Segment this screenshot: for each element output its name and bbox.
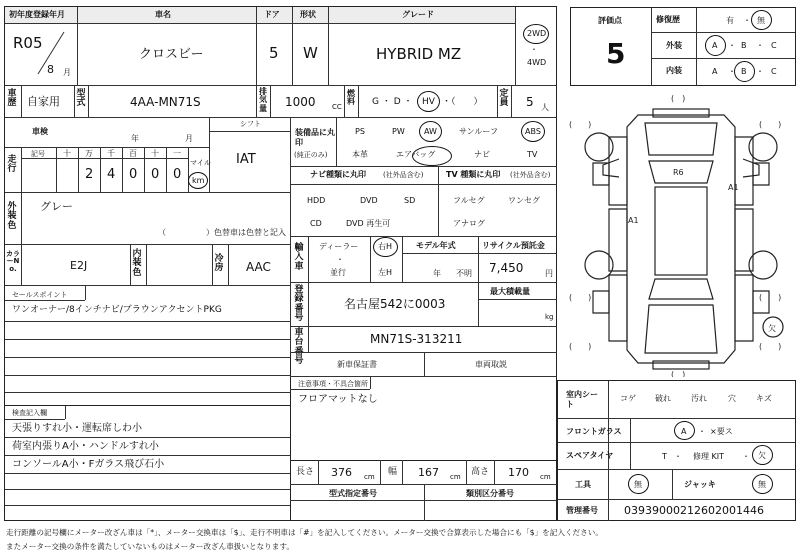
odo-digit-2: 4 — [107, 167, 116, 182]
fuel-other: ・（ ） — [442, 97, 483, 107]
interior-dot-2: ・ — [756, 67, 764, 76]
navi-dvd: DVD — [360, 196, 378, 205]
interior-label: 内装 — [666, 66, 682, 75]
odo-unit-2: 千 — [107, 149, 115, 158]
odo-unit-5: 一 — [173, 149, 181, 158]
svg-text:( ): ( ) — [759, 293, 782, 302]
mark-a1-right: A1 — [728, 183, 739, 192]
import-right: 右H — [378, 242, 393, 251]
model-label: 型式 — [76, 89, 86, 109]
odo-digit-5: 0 — [173, 167, 182, 182]
grade: HYBRID MZ — [376, 45, 462, 63]
color-no: E2J — [70, 259, 88, 272]
tv-sub: (社外品含む) — [510, 171, 551, 179]
color-no-label: カラーNo. — [6, 250, 20, 273]
sheet-koge: コゲ — [620, 394, 636, 403]
exterior-c: C — [771, 41, 777, 50]
svg-text:( ): ( ) — [759, 342, 782, 351]
max-load-unit: kg — [545, 313, 554, 321]
score-value: 5 — [606, 37, 626, 70]
repair-label: 修復歴 — [656, 15, 680, 24]
spare-label: スペアタイヤ — [566, 451, 614, 460]
spare-dot-1: ・ — [674, 452, 682, 461]
odo-unit-3: 百 — [129, 149, 137, 158]
grade-label: グレード — [402, 10, 434, 19]
shift-label: シフト — [240, 120, 261, 128]
recycle-value: 7,450 — [489, 261, 524, 275]
registration-label: 登録番号 — [294, 285, 304, 324]
import-parallel: 並行 — [330, 268, 346, 277]
svg-text:( ): ( ) — [759, 120, 782, 129]
length-unit: cm — [364, 473, 375, 481]
odo-digit-1: 2 — [85, 167, 94, 182]
navi-dvd-play: DVD 再生可 — [346, 219, 391, 228]
cc-unit: CC — [332, 103, 342, 111]
exterior-b: B — [741, 41, 747, 50]
width-unit: cm — [450, 473, 461, 481]
spare-dot-2: ・ — [742, 452, 750, 461]
capacity-unit: 人 — [541, 103, 549, 112]
length-value: 376 — [331, 466, 352, 479]
inspector-line-3: コンソールA小・Fガラス飛び石小 — [12, 459, 165, 470]
repair-yes: 有 — [726, 16, 734, 25]
front-glass-a: A — [681, 427, 687, 436]
car-damage-diagram — [563, 95, 799, 377]
sheet-kizu: キズ — [756, 394, 772, 403]
fuel-label: 燃料 — [347, 89, 355, 107]
height-label: 高さ — [471, 467, 490, 477]
mgmt-number: 03939000212602001446 — [624, 504, 764, 517]
exterior-dot-2: ・ — [756, 41, 764, 50]
spare-kit: 修理 KIT — [693, 452, 725, 461]
odo-digit-3: 0 — [129, 167, 138, 182]
score-label: 評価点 — [598, 16, 622, 25]
svg-text:( ): ( ) — [569, 120, 592, 129]
width-label: 幅 — [388, 467, 398, 477]
sheet-ana: 穴 — [728, 394, 736, 403]
svg-text:( ): ( ) — [569, 293, 592, 302]
navi-sub: (社外品含む) — [383, 171, 424, 179]
svg-text:( ): ( ) — [569, 342, 592, 351]
exterior-dot-1: ・ — [728, 41, 736, 50]
import-dot: ・ — [336, 255, 344, 264]
color-label: 外装色 — [7, 202, 17, 231]
navi-cd: CD — [310, 219, 322, 228]
odometer-label: 走行 — [7, 155, 17, 175]
front-glass-dot: ・ — [698, 427, 706, 436]
equipment-sub: (純正のみ) — [294, 151, 328, 159]
displacement: 1000 — [285, 95, 316, 109]
int-color-label: 内装色 — [132, 249, 142, 278]
car-name-label: 車名 — [155, 10, 171, 19]
inspector-line-2: 荷室内張りA小・ハンドルすれ小 — [12, 441, 159, 452]
manual-label: 車両取説 — [475, 360, 507, 369]
odo-digit-4: 0 — [151, 167, 160, 182]
shift-value: IAT — [236, 152, 256, 167]
interior-c: C — [771, 67, 777, 76]
odo-unit-km: km — [192, 176, 205, 185]
inspector-label: 検査記入欄 — [12, 409, 47, 417]
notes-label: 注意事項・不具合箇所 — [298, 380, 368, 388]
spare-none: 欠 — [758, 451, 766, 460]
model-year-label: モデル年式 — [416, 241, 456, 250]
chassis-label: 車台番号 — [294, 328, 304, 367]
inspection-month: 月 — [185, 134, 193, 143]
use-label: 車歴 — [7, 89, 17, 109]
interior-dot-1: ・ — [728, 67, 736, 76]
equip-aw: AW — [424, 127, 437, 136]
length-label: 長さ — [296, 467, 315, 477]
sheet-yogore: 汚れ — [691, 394, 707, 403]
odo-unit-4: 十 — [151, 149, 159, 158]
max-load-label: 最大積載量 — [490, 287, 530, 296]
mgmt-label: 管理番号 — [566, 506, 598, 515]
inspector-line-1: 天張りすれ小・運転席しわ小 — [12, 423, 142, 434]
type-designation-label: 型式指定番号 — [329, 489, 377, 498]
capacity-label: 定員 — [499, 89, 509, 109]
odometer-sign-label: 記号 — [31, 150, 45, 158]
inspection-year: 年 — [131, 134, 139, 143]
color-note: （ ）色替車は色替と記入 — [158, 228, 286, 237]
interior-sheet-label: 室内シート — [566, 390, 598, 409]
equip-tv: TV — [527, 150, 538, 159]
capacity: 5 — [526, 95, 534, 109]
interior-a: A — [712, 67, 718, 76]
class-number-label: 類別区分番号 — [466, 489, 514, 498]
svg-text:( ): ( ) — [671, 95, 686, 103]
mark-a1-left: A1 — [628, 216, 639, 225]
interior-b: B — [741, 67, 747, 76]
import-left: 左H — [378, 268, 393, 277]
drive-4wd: 4WD — [527, 58, 547, 67]
registration-number: 名古屋542に0003 — [344, 297, 446, 311]
tv-analog: アナログ — [453, 219, 485, 228]
vehicle-use: 自家用 — [27, 95, 60, 108]
first-reg-month-unit: 月 — [63, 68, 71, 77]
cc-label: 排気量 — [259, 87, 267, 113]
tv-fullseg: フルセグ — [453, 196, 485, 205]
first-reg-year: R05 — [13, 34, 43, 52]
front-glass-x: ×要ス — [710, 427, 733, 436]
equip-airbag: エアバッグ — [396, 150, 436, 159]
recycle-unit: 円 — [545, 269, 553, 278]
equip-sunroof: サンルーフ — [459, 127, 498, 136]
navi-sd: SD — [404, 196, 416, 205]
first-reg-month: 8 — [47, 63, 54, 76]
equip-navi: ナビ — [474, 150, 490, 159]
spare-t: T — [662, 452, 667, 461]
import-dealer: ディーラー — [319, 242, 359, 251]
door-label: ドア — [264, 10, 280, 19]
chassis-number: MN71S-313211 — [370, 332, 463, 346]
height-value: 170 — [508, 466, 529, 479]
equip-abs: ABS — [525, 127, 541, 136]
ac-label: 冷房 — [214, 254, 224, 274]
recycle-label: リサイクル預託金 — [482, 241, 545, 250]
model-year-unit: 年 — [433, 269, 441, 278]
repair-dot: ・ — [743, 16, 751, 25]
model-year-value: 不明 — [456, 269, 472, 278]
mark-missing: 欠 — [768, 324, 776, 333]
odo-unit-1: 万 — [85, 149, 93, 158]
footer-line-2: またメーター交換の条件を満たしていないものはメーター改ざん車扱いとなります。 — [6, 542, 294, 551]
warranty-label: 新車保証書 — [337, 360, 377, 369]
jack-label: ジャッキ — [684, 480, 716, 489]
equipment-label: 装備品に丸印 — [295, 128, 335, 147]
height-unit: cm — [540, 473, 551, 481]
odo-unit-0: 十 — [63, 149, 71, 158]
tv-oneseg: ワンセグ — [508, 196, 540, 205]
fuel-options: G ・ D ・ — [372, 97, 413, 107]
drive-2wd: 2WD — [527, 29, 547, 38]
drive-sep: ・ — [530, 45, 538, 54]
odo-unit-mile: マイル — [190, 159, 211, 167]
navi-label: ナビ種類に丸印 — [310, 170, 366, 179]
repair-no: 無 — [757, 16, 765, 25]
tools-label: 工具 — [575, 480, 591, 489]
inspection-label: 車検 — [32, 127, 48, 136]
notes-value: フロアマットなし — [298, 394, 378, 405]
navi-hdd: HDD — [307, 196, 326, 205]
equip-pw: PW — [392, 127, 405, 136]
tools-value: 無 — [634, 480, 642, 489]
ac-value: AAC — [246, 260, 271, 274]
exterior-a: A — [712, 41, 718, 50]
jack-value: 無 — [758, 480, 766, 489]
fuel-hv: HV — [422, 97, 435, 107]
door-count: 5 — [269, 44, 279, 62]
svg-text:( ): ( ) — [671, 370, 686, 377]
width-value: 167 — [418, 466, 439, 479]
sales-point: ワンオーナー/8インチナビ/ブラウンアクセントPKG — [12, 305, 222, 315]
tv-label: TV 種類に丸印 — [446, 170, 501, 179]
front-glass-label: フロントガラス — [566, 427, 622, 436]
import-label: 輸入車 — [294, 243, 304, 272]
equip-leather: 本革 — [352, 150, 368, 159]
car-name: クロスビー — [139, 47, 204, 62]
footer-line-1: 走行距離の記号欄にメーター改ざん車は「*」、メーター交換車は「$」、走行不明車は「#」を記入してください。メーター交換で合算表示した場合にも「$」を記入ください。 — [6, 528, 603, 537]
sales-point-label: セールスポイント — [12, 291, 68, 299]
body-shape: W — [303, 44, 318, 62]
equip-ps: PS — [355, 127, 365, 136]
color-value: グレー — [40, 200, 73, 213]
first-reg-label: 初年度登録年月 — [9, 10, 65, 19]
mark-r6: R6 — [673, 168, 684, 177]
model-code: 4AA-MN71S — [130, 95, 201, 109]
shape-label: 形状 — [300, 10, 316, 19]
exterior-label: 外装 — [666, 41, 682, 50]
sheet-yabure: 破れ — [655, 394, 671, 403]
